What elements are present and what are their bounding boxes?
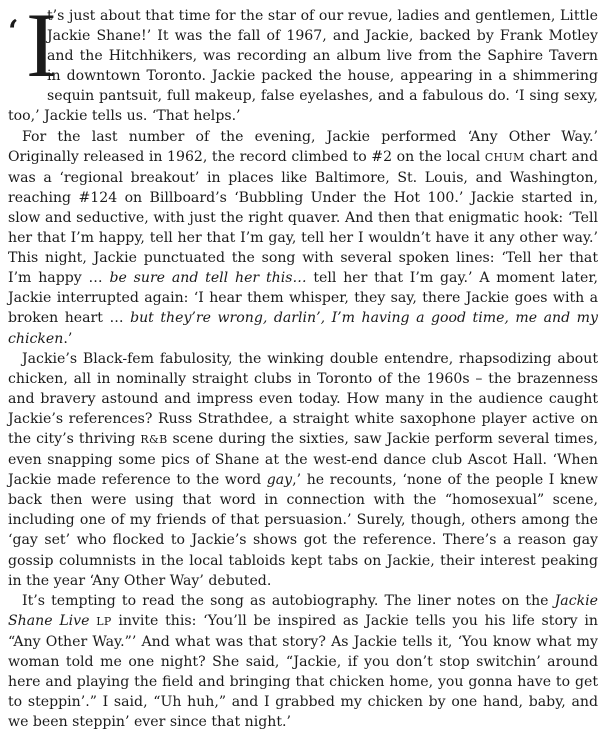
article-body	[8, 0, 599, 732]
lp-smallcaps: LP	[96, 614, 112, 628]
album-title-italic: Jackie Shane Live	[8, 592, 598, 629]
paragraph-4	[8, 591, 598, 733]
paragraph-1-text: t’s just about that time for the star of our revue, ladies and gentlemen, Little Jackie Shane!’ It was the fall of 1967, and Jackie, backed by Frank Motley and the Hitchhikers, was recording an album live from the Saphire Tavern in downtown Toronto. Jackie packed the house, appearing in a shimmering sequin pantsuit, full makeup, false eyelashes, and a fabulous do. ‘I sing sexy, too,’ Jackie tells us. ‘That helps.’	[8, 8, 598, 125]
paragraph-3-italic: gay	[266, 472, 293, 489]
paragraph-2-text-a: For the last number of the evening, Jackie performed ‘Any Other Way.’ Originally released in 1962, the record climbed to #2 on the local	[8, 128, 598, 165]
drop-cap-quote: ‘	[8, 14, 19, 49]
chum-smallcaps: CHUM	[484, 150, 525, 164]
paragraph-3-text-a: Jackie’s Black-fem fabulosity, the winking double entendre, rhapsodizing about chicken, all in nominally straight clubs in Toronto of the 1960s – the brazenness and bravery astound and impress even today. How many in the audience caught Jackie’s references? Russ Strathdee, a straight white saxophone player active on the city’s thriving	[8, 350, 598, 447]
paragraph-2-italic-2: but they’re wrong, darlin’, I’m having a good time, me and my chicken	[8, 310, 598, 347]
paragraph-2-text-b: chart and was a ‘regional breakout’ in places like Baltimore, St. Louis, and Washington, reaching #124 on Billboard’s ‘Bubbling Under the Hot 100.’ Jackie started in, slow and seductive, with just the right quaver. And then that enigmatic hook: ‘Tell her that I’m happy, tell her that I’m gay, tell her I wouldn’t have it any other way.’ This night, Jackie punctuated the song with several spoken lines: ‘Tell her that I’m happy …	[8, 148, 598, 287]
paragraph-3-text-c: ,’ he recounts, ‘none of the people I knew back then were using that word in connection with the “homosexual” scene, including one of my friends of that persuasion.’ Surely, though, others among the ‘gay set’ who flocked to Jackie’s shows got the reference. There’s a reason gay gossip columnists in the local tabloids kept tabs on Jackie, their interest peaking in the year ‘Any Other Way’ debuted.	[8, 472, 599, 589]
paragraph-4-text-a: It’s tempting to read the song as autobiography. The liner notes on the	[22, 592, 555, 609]
paragraph-4-text-b: invite this: ‘You’ll be inspired as Jackie tells you his life story in “Any Other Way.”’ And what was that story? As Jackie tells it, ‘You know what my woman told me one night? She said, “Jackie, if you don’t stop switchin’ around here and playing the field and bringing that chicken home, you gonna have to get to steppin’.” I said, “Uh huh,” and I grabbed my chicken by one hand, baby, and we been steppin’ ever since that night.’	[8, 612, 598, 731]
paragraph-2-text-d: .’	[63, 330, 73, 347]
drop-cap	[8, 0, 57, 96]
paragraph-1	[8, 0, 598, 127]
rnb-smallcaps: R&B	[140, 432, 168, 446]
paragraph-3-text-b: scene during the sixties, saw Jackie perform several times, even snapping some pics of Shane at the west-end dance club Ascot Hall. ‘When Jackie made reference to the word	[8, 430, 598, 489]
drop-cap-letter: I	[26, 0, 57, 96]
paragraph-2-italic-1: be sure and tell her this…	[109, 270, 307, 287]
paragraph-3	[8, 349, 598, 591]
paragraph-2	[8, 127, 598, 349]
paragraph-2-text-c: tell her that I’m gay.’ A moment later, Jackie interrupted again: ‘I hear them whisper, they say, there Jackie goes with a broken heart …	[8, 270, 599, 327]
